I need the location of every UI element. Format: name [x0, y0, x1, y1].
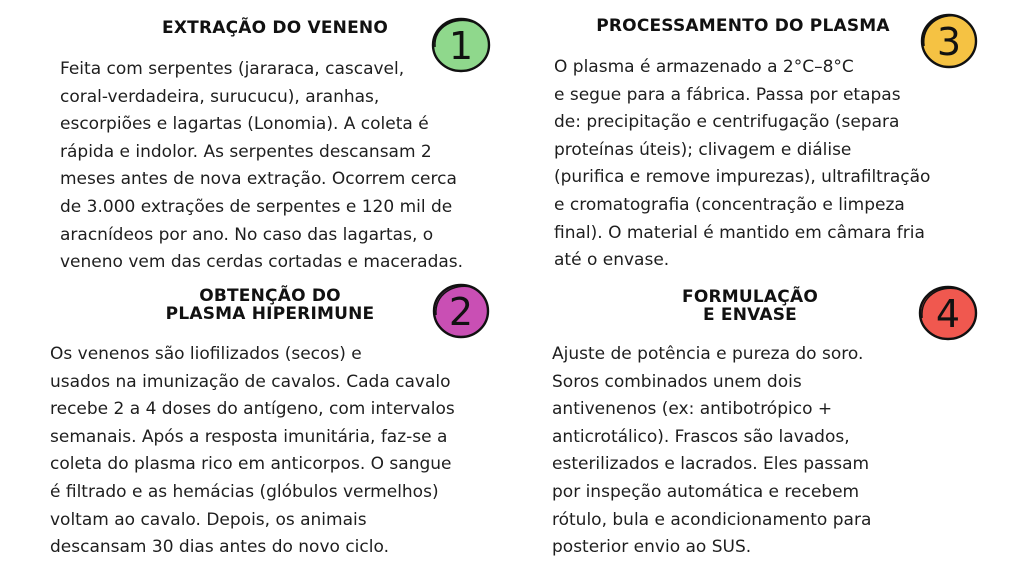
badge-number: 1: [448, 24, 474, 68]
number-4-icon: [916, 282, 980, 342]
section-title: FORMULAÇÃO E ENVASE: [682, 287, 818, 325]
section-body: Feita com serpentes (jararaca, cascavel, coral-verdadeira, surucucu), aranhas, escorpiões e lagartas (Lonomia). A coleta é rápida e indolor. As serpentes descansam 2 meses antes de nova extração. Ocorrem cerca de 3.000 extrações de serpentes e 120 mil de aracnídeos por ano. No caso das lagartas, o veneno vem das cerdas cortadas e maceradas.: [60, 59, 464, 273]
badge-number: 2: [448, 290, 474, 334]
number-2-icon: [430, 280, 494, 340]
section-body: Ajuste de potência e pureza do soro. Soros combinados unem dois antivenenos (ex: antibotrópico + anticrotálico). Frascos são lavados, esterilizados e lacrados. Eles passam por inspeção automática e recebem rótulo, bula e acondicionamento para posterior envio ao SUS.: [552, 344, 872, 558]
section-title: OBTENÇÃO DO PLASMA HIPERIMUNE: [165, 286, 375, 324]
section-body: Os venenos são liofilizados (secos) e usados na imunização de cavalos. Cada cavalo recebe 2 a 4 doses do antígeno, com intervalos semanais. Após a resposta imunitária, faz-se a coleta do plasma rico em anticorpos. O sangue é filtrado e as hemácias (glóbulos vermelhos) voltam ao cavalo. Depois, os animais descansam 30 dias antes do novo ciclo.: [50, 344, 455, 558]
section-title: EXTRAÇÃO DO VENENO: [162, 18, 388, 38]
section-body: O plasma é armazenado a 2°C–8°C e segue para a fábrica. Passa por etapas de: precipitação e centrifugação (separa proteínas úteis); clivagem e diálise (purifica e remove impurezas), ultrafiltração e cromatografia (concentração e limpeza final). O material é mantido em câmara fria até o envase.: [554, 57, 931, 271]
badge-number: 3: [936, 20, 962, 64]
badge-number: 4: [935, 292, 961, 336]
number-badge-2: [430, 280, 494, 340]
number-badge-4: [916, 282, 980, 342]
section-title: PROCESSAMENTO DO PLASMA: [596, 16, 890, 36]
